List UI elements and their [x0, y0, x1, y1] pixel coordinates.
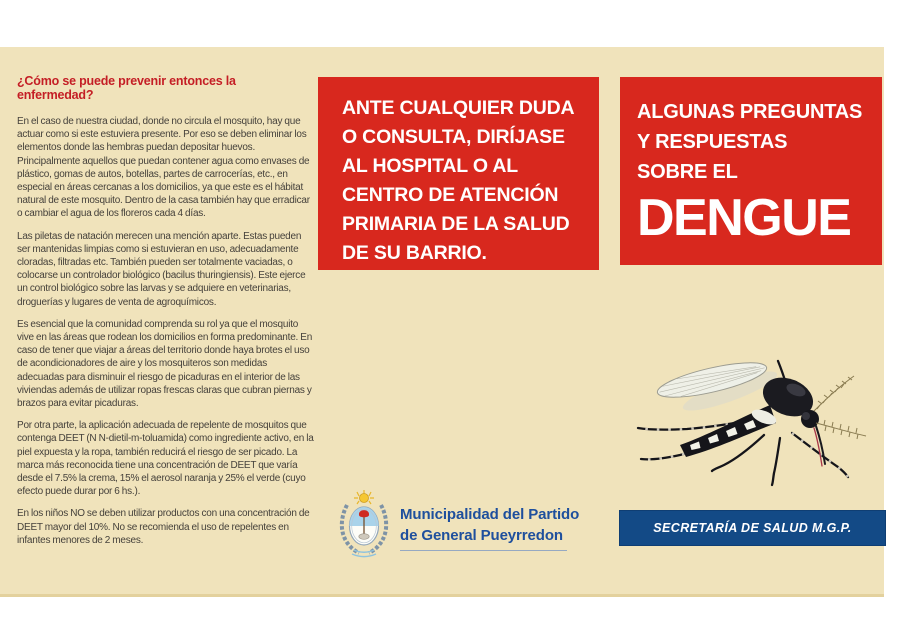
org-name-line: Municipalidad del Partido	[400, 506, 580, 523]
health-secretary-banner	[619, 510, 886, 546]
cover-title-line: Y RESPUESTAS	[637, 131, 788, 153]
prevention-heading: ¿Cómo se puede prevenir entonces la enfermedad?	[17, 74, 236, 102]
org-name	[400, 504, 630, 546]
org-underline	[400, 550, 567, 551]
sun-icon	[360, 494, 369, 503]
mosquito-illustration	[612, 333, 884, 503]
secretary-label: SECRETARÍA DE SALUD M.G.P.	[653, 521, 852, 535]
prevention-paragraph-4: Por otra parte, la aplicación adecuada de repelente de mosquitos que contenga DEET (N N-dietil-m-toluamida) como ingrediente activo, en la piel expuesta y la ropa, también reducirá el riesgo de ser picado. La marca más reconocida tiene una concentración de DEET que varía desde el 7.5% la crema, 15% el aerosol naranja y 25% el verde (cuyo efecto puede durar por 6 hs.).	[17, 420, 314, 498]
prevention-paragraph-2: Las piletas de natación merecen una mención aparte. Estas pueden ser mantenidas limpias como si estuvieran en uso, adecuadamente cloradas, filtradas etc. También pueden ser totalmente vaciadas, o colocarse un controlador biológico (bacilus thuringiensis). Este ejerce un control biológico sobre las larvas y se adquiere en veterinarias, droguerías y lugares de venta de agroquímicos.	[17, 230, 306, 308]
notice-line: O CONSULTA, DIRÍJASE	[342, 126, 565, 148]
notice-line: PRIMARIA DE LA SALUD	[342, 213, 570, 235]
municipality-logo	[333, 488, 396, 560]
brochure-canvas	[0, 47, 884, 597]
dengue-title: DENGUE	[637, 189, 851, 247]
prevention-paragraph-1: En el caso de nuestra ciudad, donde no circula el mosquito, hay que actuar como si este estuviera presente. Por eso se deben eliminar los elementos donde las hembras puedan depositar huevos. Principalmente aquellos que puedan contener agua como envases de plástico, gomas de autos, botellas, partes de carrocerías, etc., en especial en áreas cercanas a los domicilios, ya que este es el hábitat natural de este mosquito. Dentro de la casa también hay que erradicar o cambiar el agua de los floreros cada 4 días.	[17, 116, 310, 220]
clasped-hands-icon	[359, 534, 369, 540]
cover-title-panel	[620, 77, 882, 265]
prevention-column	[17, 74, 315, 556]
prevention-paragraph-3: Es esencial que la comunidad comprenda su rol ya que el mosquito vive en las áreas que rodean los domicilios en forma predominante. En caso de tener que viajar a áreas del territorio donde haya brotes el uso de acondicionadores de aire y los mosquiteros son medidas adecuadas para disminuir el riesgo de picaduras en el interior de las viviendas además de utilizar ropas frescas claras que cubran piernas y brazos para evitar picaduras.	[17, 318, 313, 410]
coat-of-arms-icon	[333, 488, 396, 560]
contact-notice-panel	[318, 77, 599, 270]
prevention-paragraph-5: En los niños NO se deben utilizar productos con una concentración de DEET mayor del 10%. No se recomienda el uso de repelentes en infantes menores de 2 meses.	[17, 508, 310, 546]
cover-title-line: ALGUNAS PREGUNTAS	[637, 101, 863, 123]
notice-line: ANTE CUALQUIER DUDA	[342, 97, 575, 119]
org-name-line: de General Pueyrredon	[400, 527, 563, 544]
notice-line: DE SU BARRIO.	[342, 242, 487, 264]
cover-title-line: SOBRE EL	[637, 161, 738, 183]
notice-line: CENTRO DE ATENCIÓN	[342, 184, 559, 206]
aedes-mosquito-icon	[612, 333, 884, 503]
notice-line: AL HOSPITAL O AL	[342, 155, 518, 177]
